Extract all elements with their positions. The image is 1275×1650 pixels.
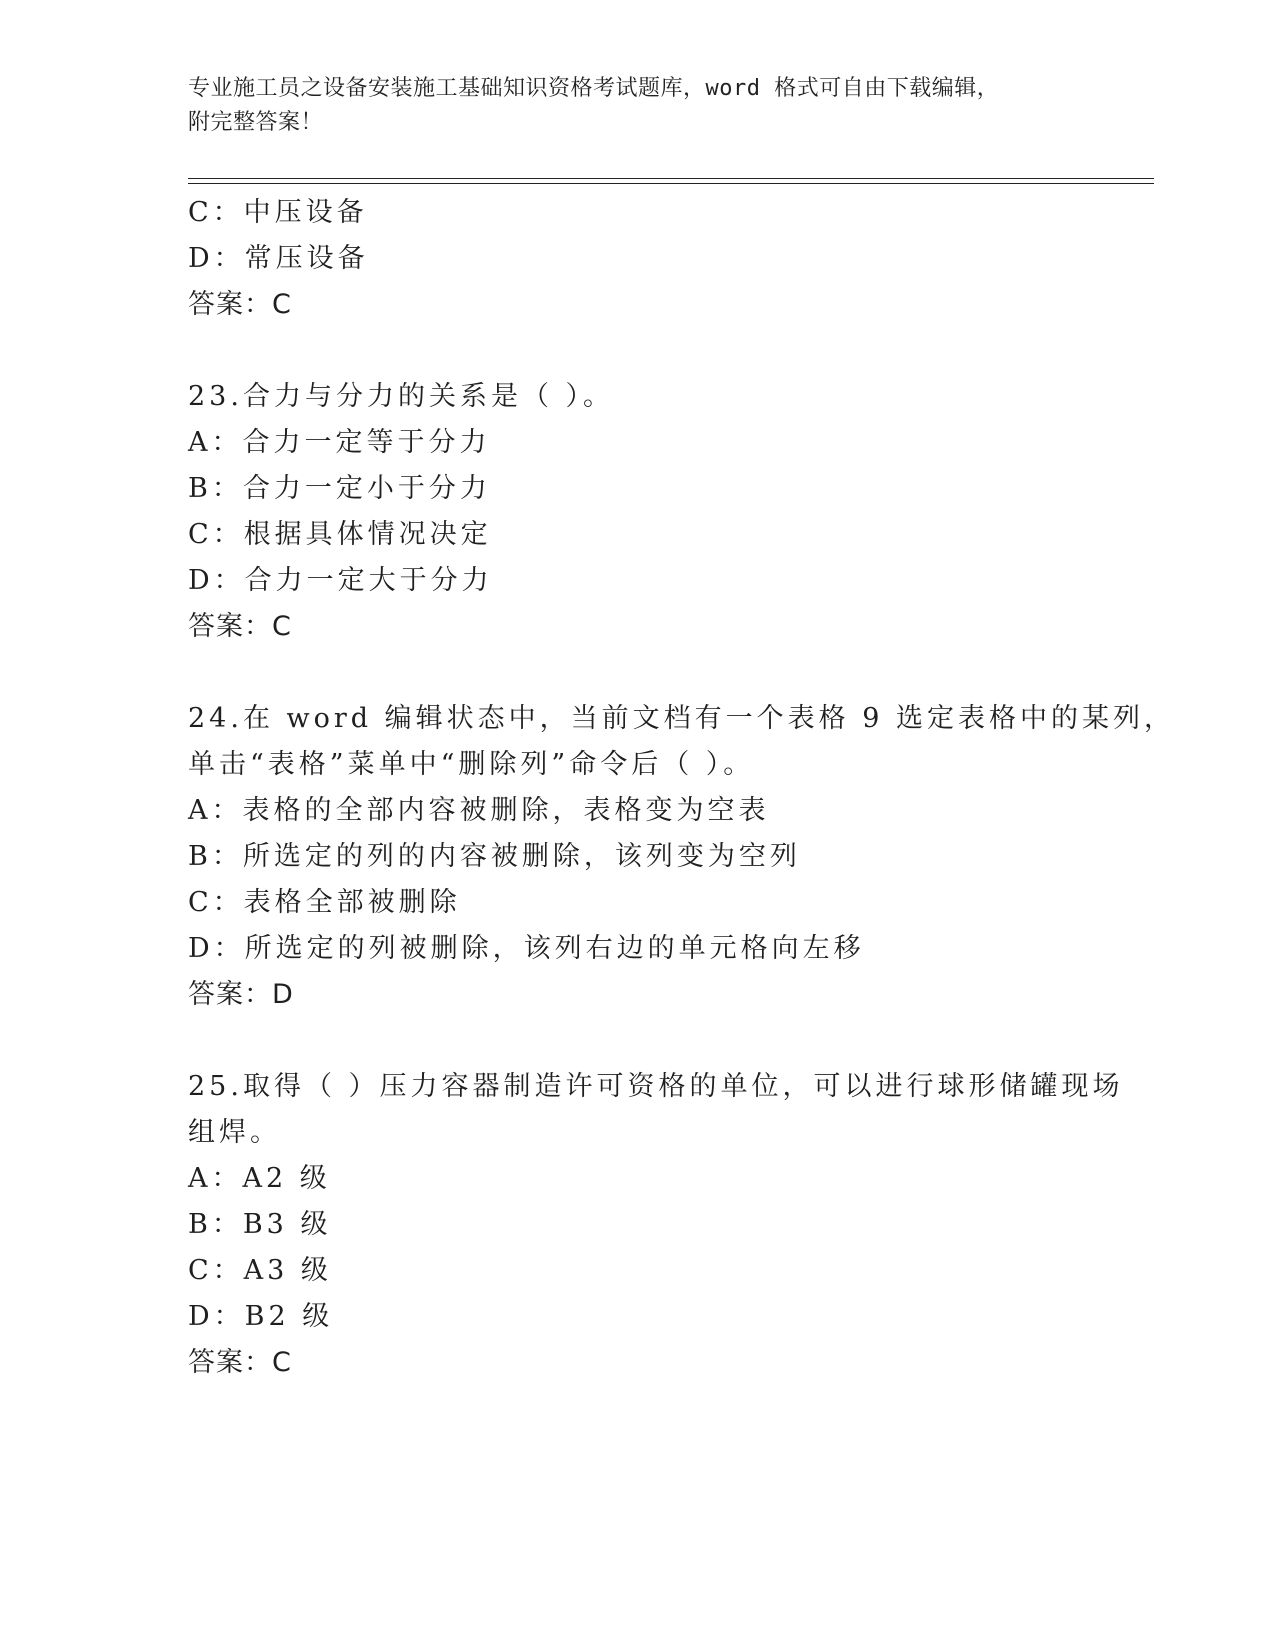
option-b: B：B3 级 xyxy=(188,1209,332,1240)
header-title-line-1: 专业施工员之设备安装施工基础知识资格考试题库，word 格式可自由下载编辑， xyxy=(188,76,1000,101)
answer-line: 答案：C xyxy=(188,1347,292,1378)
option-a: A：表格的全部内容被删除，表格变为空表 xyxy=(188,795,770,826)
prev-question xyxy=(188,190,1148,328)
option-c: C：A3 级 xyxy=(188,1255,332,1286)
option-d: D：常压设备 xyxy=(188,243,369,274)
header-title-line-2: 附完整答案！ xyxy=(188,110,324,135)
question-stem-continued: 组焊。 xyxy=(188,1117,281,1148)
question-24 xyxy=(188,696,1176,1018)
question-stem: 25.取得（ ）压力容器制造许可资格的单位，可以进行球形储罐现场 xyxy=(188,1071,1124,1102)
option-d: D：合力一定大于分力 xyxy=(188,565,493,596)
document-header xyxy=(188,72,1088,140)
answer-line: 答案：C xyxy=(188,611,292,642)
option-d: D：所选定的列被删除，该列右边的单元格向左移 xyxy=(188,933,865,964)
header-divider-top xyxy=(188,178,1154,179)
option-c: C：中压设备 xyxy=(188,197,368,228)
answer-line: 答案：D xyxy=(188,979,294,1010)
question-25 xyxy=(188,1064,1148,1386)
spacer xyxy=(188,650,1148,696)
document-body xyxy=(188,190,1176,1386)
question-stem-continued: 单击“表格”菜单中“删除列”命令后（ ）。 xyxy=(188,749,755,780)
option-c: C：根据具体情况决定 xyxy=(188,519,492,550)
option-c: C：表格全部被删除 xyxy=(188,887,461,918)
option-d: D：B2 级 xyxy=(188,1301,334,1332)
option-a: A：A2 级 xyxy=(188,1163,331,1194)
answer-line: 答案：C xyxy=(188,289,292,320)
option-a: A：合力一定等于分力 xyxy=(188,427,491,458)
option-b: B：所选定的列的内容被删除，该列变为空列 xyxy=(188,841,801,872)
spacer xyxy=(188,328,1148,374)
spacer xyxy=(188,1018,1148,1064)
question-stem: 23.合力与分力的关系是（ ）。 xyxy=(188,381,615,412)
header-divider-bottom xyxy=(188,183,1154,184)
question-23 xyxy=(188,374,1148,650)
option-b: B：合力一定小于分力 xyxy=(188,473,491,504)
question-stem: 24.在 word 编辑状态中，当前文档有一个表格 9 选定表格中的某列， xyxy=(188,703,1176,734)
